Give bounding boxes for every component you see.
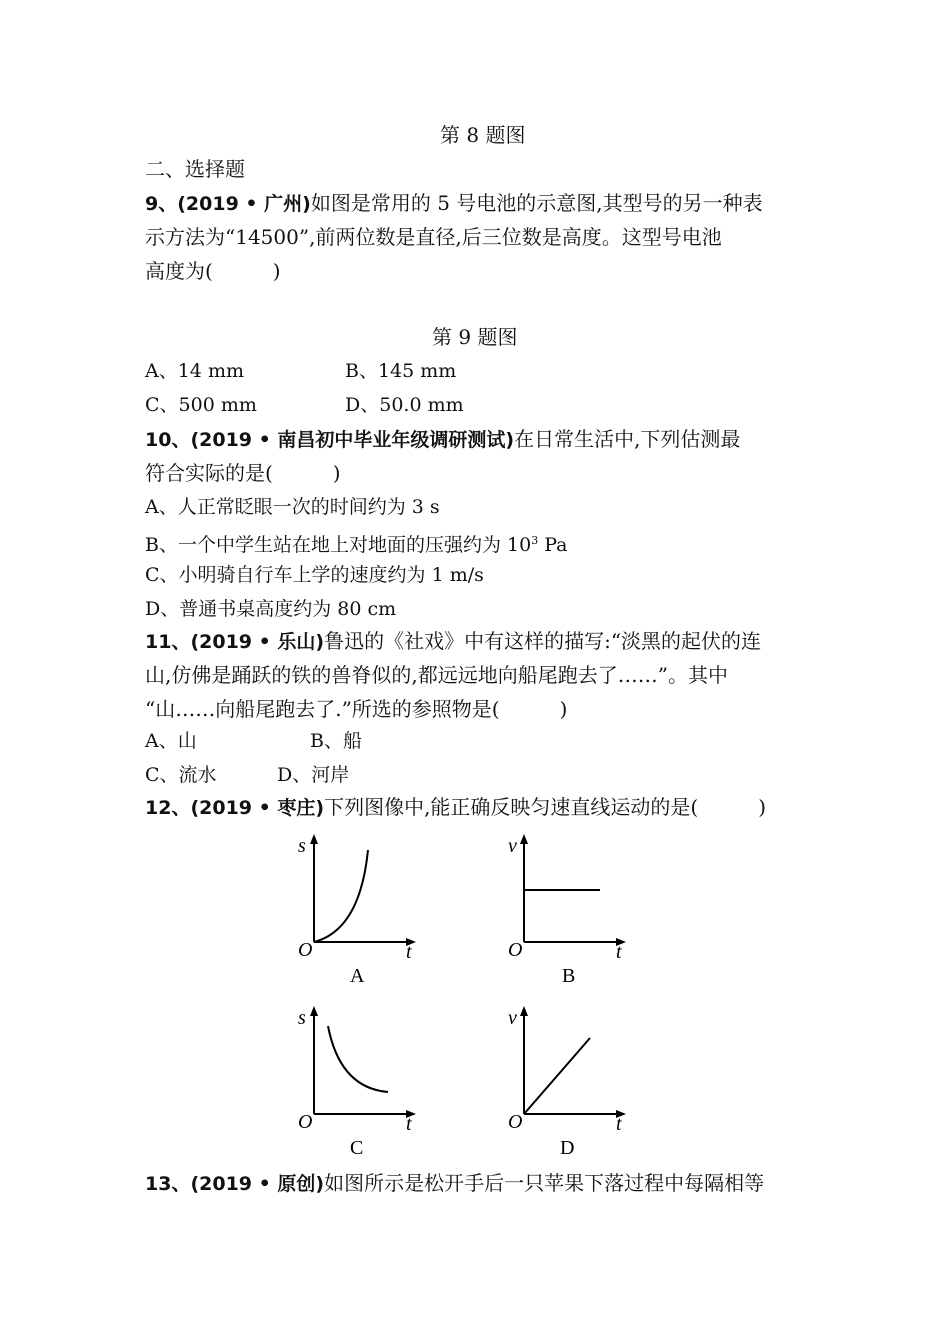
- q11-option-d: D、河岸: [277, 764, 350, 786]
- graph-b-origin: O: [508, 939, 523, 961]
- graph-c-y-label: s: [298, 1007, 306, 1029]
- graph-b: [500, 830, 640, 990]
- graph-a: [290, 830, 430, 990]
- q12-source: (2019 • 枣庄): [190, 797, 325, 819]
- q9-line3: 高度为( ): [145, 259, 281, 283]
- q9-option-a: A、14 mm: [145, 360, 244, 382]
- q11-number: 11、: [145, 631, 191, 653]
- fig8-caption: 第 8 题图: [440, 123, 526, 147]
- q10-option-c: C、小明骑自行车上学的速度约为 1 m/s: [145, 564, 484, 586]
- q12-number: 12、: [145, 797, 191, 819]
- graph-d-curve: [524, 1038, 590, 1114]
- q11-option-a: A、山: [145, 730, 197, 752]
- q10-number: 10、: [145, 429, 191, 451]
- graph-b-label: B: [562, 965, 576, 987]
- graph-a-y-arrow: [310, 834, 318, 844]
- q11-option-b: B、船: [310, 730, 362, 752]
- q9-text: 如图是常用的 5 号电池的示意图,其型号的另一种表: [310, 191, 763, 215]
- q9-option-d: D、50.0 mm: [345, 394, 464, 416]
- graph-a-label: A: [350, 965, 365, 987]
- q9-line2: 示方法为“14500”,前两位数是直径,后三位数是高度。这型号电池: [145, 225, 722, 249]
- q11-line1: [145, 624, 761, 659]
- q9-number: 9、: [145, 193, 178, 215]
- q11-text: 鲁迅的《社戏》中有这样的描写:“淡黑的起伏的连: [324, 629, 762, 653]
- graph-c-x-label: t: [406, 1113, 412, 1135]
- q10-option-b: [145, 524, 568, 562]
- graph-c-curve: [328, 1026, 388, 1092]
- graph-b-y-arrow: [520, 834, 528, 844]
- graph-c-label: C: [350, 1137, 364, 1159]
- graph-a-x-label: t: [406, 941, 412, 963]
- graph-b-y-label: v: [508, 835, 517, 857]
- q10-option-a: A、人正常眨眼一次的时间约为 3 s: [145, 496, 440, 518]
- graph-a-y-label: s: [298, 835, 306, 857]
- graph-d-origin: O: [508, 1111, 523, 1133]
- q10-line1: [145, 422, 740, 457]
- q10-text: 在日常生活中,下列估测最: [514, 427, 741, 451]
- q10-option-b-exponent: 3: [531, 534, 539, 547]
- graph-d: [500, 1002, 640, 1162]
- q12-line1: [145, 790, 766, 825]
- q13-line1: [145, 1166, 764, 1201]
- q9-option-b: B、145 mm: [345, 360, 457, 382]
- q13-source: (2019 • 原创): [190, 1173, 325, 1195]
- q13-text: 如图所示是松开手后一只苹果下落过程中每隔相等: [324, 1171, 765, 1195]
- q10-option-b-text: B、一个中学生站在地上对地面的压强约为 10: [145, 534, 532, 556]
- q13-number: 13、: [145, 1173, 191, 1195]
- q9-option-c: C、500 mm: [145, 394, 257, 416]
- q11-line2: 山,仿佛是踊跃的铁的兽脊似的,都远远地向船尾跑去了……”。其中: [145, 663, 728, 687]
- q9-line1: [145, 186, 763, 221]
- graph-d-y-label: v: [508, 1007, 517, 1029]
- graph-b-x-label: t: [616, 941, 622, 963]
- q10-source: (2019 • 南昌初中毕业年级调研测试): [190, 429, 515, 451]
- q11-line3: “山……向船尾跑去了.”所选的参照物是( ): [145, 697, 568, 721]
- graph-c-y-arrow: [310, 1006, 318, 1016]
- graph-d-y-arrow: [520, 1006, 528, 1016]
- q11-option-c: C、流水: [145, 764, 217, 786]
- graph-c-origin: O: [298, 1111, 313, 1133]
- q11-source: (2019 • 乐山): [190, 631, 325, 653]
- fig9-caption: 第 9 题图: [432, 325, 518, 349]
- graph-c: [290, 1002, 430, 1162]
- graph-d-x-label: t: [616, 1113, 622, 1135]
- q9-source: (2019 • 广州): [177, 193, 311, 215]
- section-title: 二、选择题: [145, 157, 245, 181]
- q12-text: 下列图像中,能正确反映匀速直线运动的是( ): [324, 795, 767, 819]
- q10-line2: 符合实际的是( ): [145, 461, 341, 485]
- graph-a-curve: [314, 850, 368, 942]
- q10-option-b-unit: Pa: [538, 534, 568, 556]
- graph-d-label: D: [560, 1137, 575, 1159]
- q10-option-d: D、普通书桌高度约为 80 cm: [145, 598, 397, 620]
- graph-a-origin: O: [298, 939, 313, 961]
